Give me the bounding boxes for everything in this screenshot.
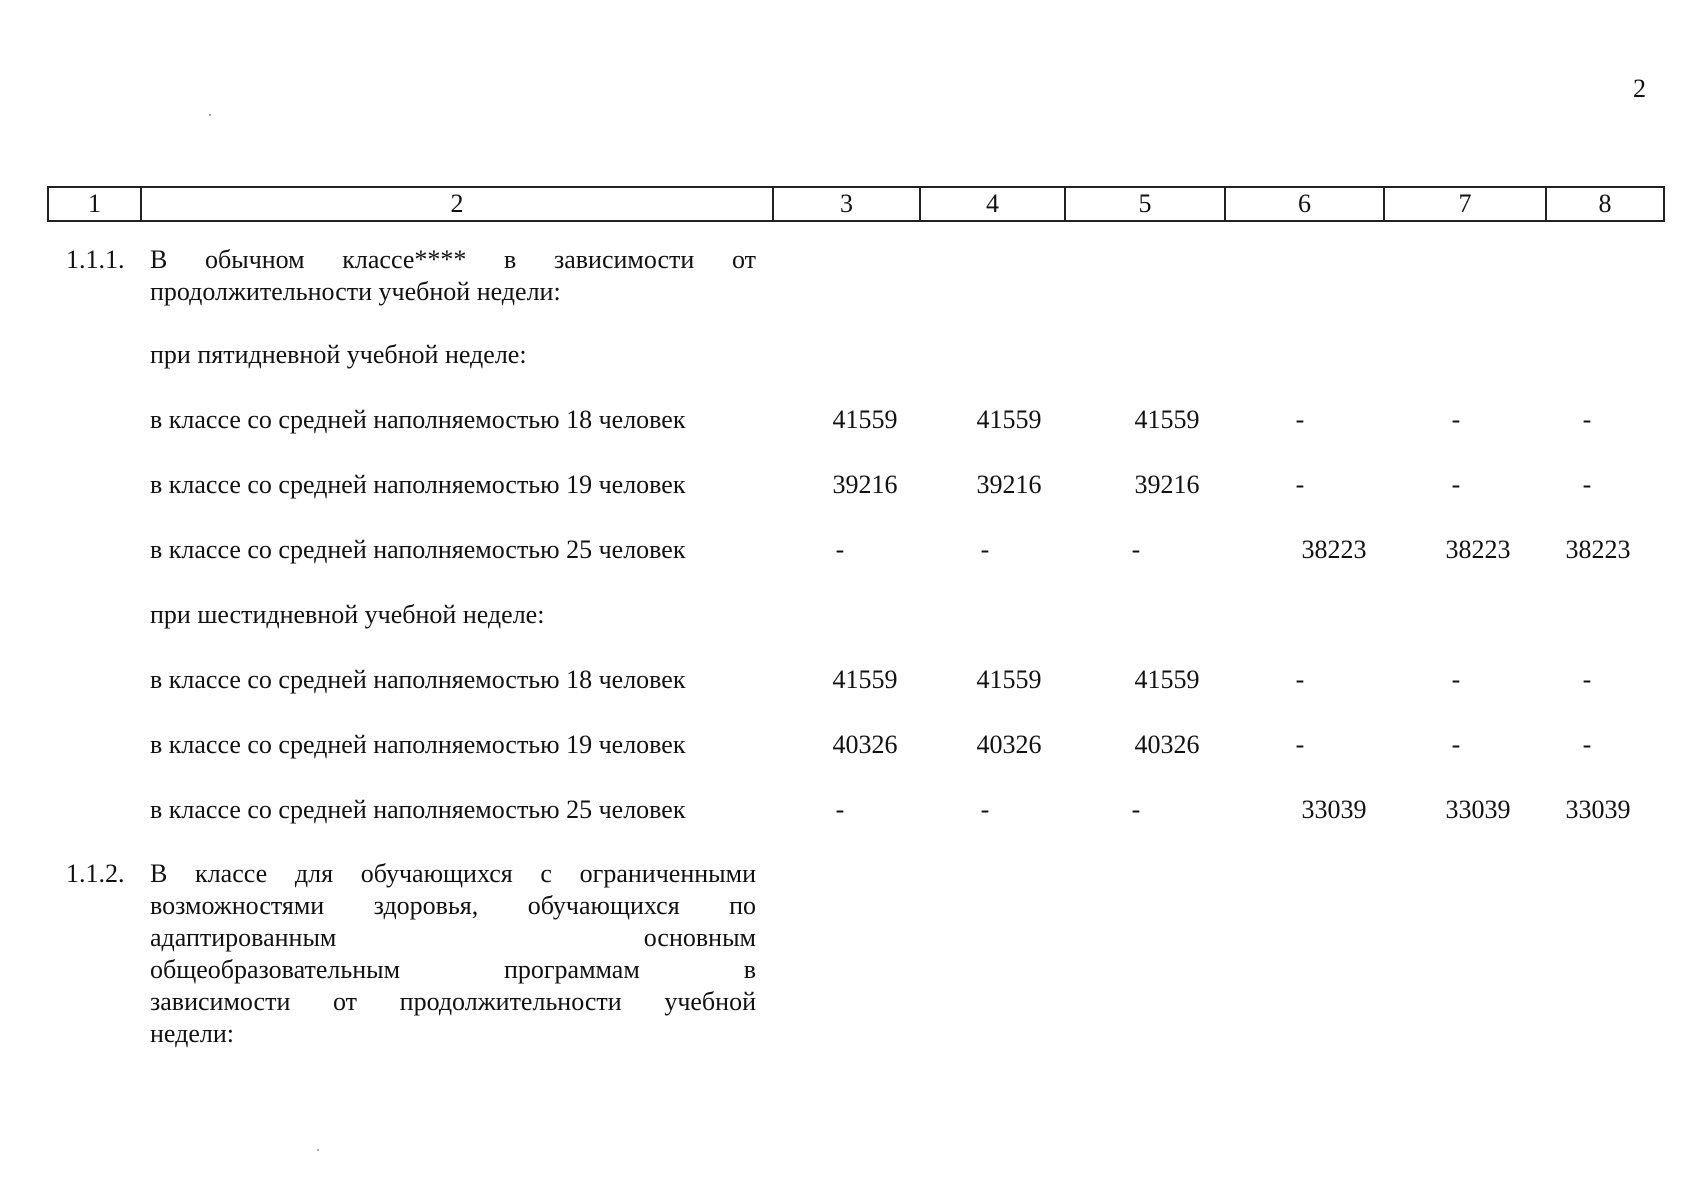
- five-day-row-18-label: в классе со средней наполняемостью 18 человек: [150, 405, 686, 434]
- five-day-row-19-col3: 39216: [832, 470, 898, 499]
- five-day-row-18-col3: 41559: [832, 405, 898, 434]
- section-title-line-1: В обычном классе**** в зависимости от: [150, 245, 756, 274]
- five-day-row-25-label: в классе со средней наполняемостью 25 человек: [150, 535, 686, 564]
- six-day-row-25-col3: -: [835, 795, 845, 824]
- six-day-row-19-col5: 40326: [1134, 730, 1200, 759]
- five-day-row-25-col6: 38223: [1301, 535, 1367, 564]
- five-day-row-19-col4: 39216: [976, 470, 1042, 499]
- section-1-1-2-line-4: общеобразовательным программам в: [150, 955, 756, 984]
- five-day-row-19-col5: 39216: [1134, 470, 1200, 499]
- five-day-row-19-col8: -: [1582, 470, 1592, 499]
- section-1-1-2-line-1: В классе для обучающихся с ограниченными: [150, 859, 756, 888]
- section-code-1-1-1: 1.1.1.: [66, 245, 125, 274]
- six-day-row-25-col7: 33039: [1445, 795, 1511, 824]
- column-header-table: [47, 186, 1665, 222]
- column-header-row: [48, 187, 1664, 221]
- column-header-7: 7: [1384, 187, 1546, 221]
- six-day-row-18-col4: 41559: [976, 665, 1042, 694]
- scan-speck: [317, 1149, 319, 1151]
- five-day-row-18-col6: -: [1295, 405, 1305, 434]
- six-day-row-18-label: в классе со средней наполняемостью 18 человек: [150, 665, 686, 694]
- section-1-1-2-line-5: зависимости от продолжительности учебной: [150, 987, 756, 1016]
- five-day-row-25-col5: -: [1131, 535, 1141, 564]
- page-number: 2: [1633, 74, 1646, 103]
- six-day-row-18-col5: 41559: [1134, 665, 1200, 694]
- six-day-row-25-label: в классе со средней наполняемостью 25 человек: [150, 795, 686, 824]
- six-day-row-25-col8: 33039: [1565, 795, 1631, 824]
- column-header-8: 8: [1546, 187, 1664, 221]
- five-day-row-25-col8: 38223: [1565, 535, 1631, 564]
- five-day-row-19-col7: -: [1451, 470, 1461, 499]
- five-day-row-25-col7: 38223: [1445, 535, 1511, 564]
- six-day-row-19-col3: 40326: [832, 730, 898, 759]
- five-day-row-25-col4: -: [980, 535, 990, 564]
- six-day-row-19-label: в классе со средней наполняемостью 19 человек: [150, 730, 686, 759]
- five-day-week-label: при пятидневной учебной неделе:: [150, 340, 527, 369]
- section-title-line-2: продолжительности учебной недели:: [150, 277, 561, 306]
- six-day-row-19-col7: -: [1451, 730, 1461, 759]
- section-code-1-1-2: 1.1.2.: [66, 859, 125, 888]
- scan-speck: [209, 114, 211, 116]
- six-day-row-18-col3: 41559: [832, 665, 898, 694]
- five-day-row-18-col4: 41559: [976, 405, 1042, 434]
- five-day-row-18-col7: -: [1451, 405, 1461, 434]
- five-day-row-18-col8: -: [1582, 405, 1592, 434]
- section-1-1-2-line-3: адаптированным основным: [150, 923, 756, 952]
- six-day-row-25-col4: -: [980, 795, 990, 824]
- six-day-row-18-col7: -: [1451, 665, 1461, 694]
- column-header-3: 3: [773, 187, 920, 221]
- column-header-5: 5: [1065, 187, 1225, 221]
- six-day-row-18-col8: -: [1582, 665, 1592, 694]
- six-day-row-25-col6: 33039: [1301, 795, 1367, 824]
- six-day-row-25-col5: -: [1131, 795, 1141, 824]
- six-day-row-19-col4: 40326: [976, 730, 1042, 759]
- six-day-row-18-col6: -: [1295, 665, 1305, 694]
- column-header-4: 4: [920, 187, 1065, 221]
- six-day-row-19-col6: -: [1295, 730, 1305, 759]
- column-header-1: 1: [48, 187, 141, 221]
- section-1-1-2-line-2: возможностями здоровья, обучающихся по: [150, 891, 756, 920]
- five-day-row-19-label: в классе со средней наполняемостью 19 человек: [150, 470, 686, 499]
- five-day-row-25-col3: -: [835, 535, 845, 564]
- six-day-row-19-col8: -: [1582, 730, 1592, 759]
- five-day-row-19-col6: -: [1295, 470, 1305, 499]
- five-day-row-18-col5: 41559: [1134, 405, 1200, 434]
- six-day-week-label: при шестидневной учебной неделе:: [150, 600, 545, 629]
- column-header-6: 6: [1225, 187, 1384, 221]
- section-1-1-2-line-6: недели:: [150, 1019, 234, 1048]
- column-header-2: 2: [141, 187, 773, 221]
